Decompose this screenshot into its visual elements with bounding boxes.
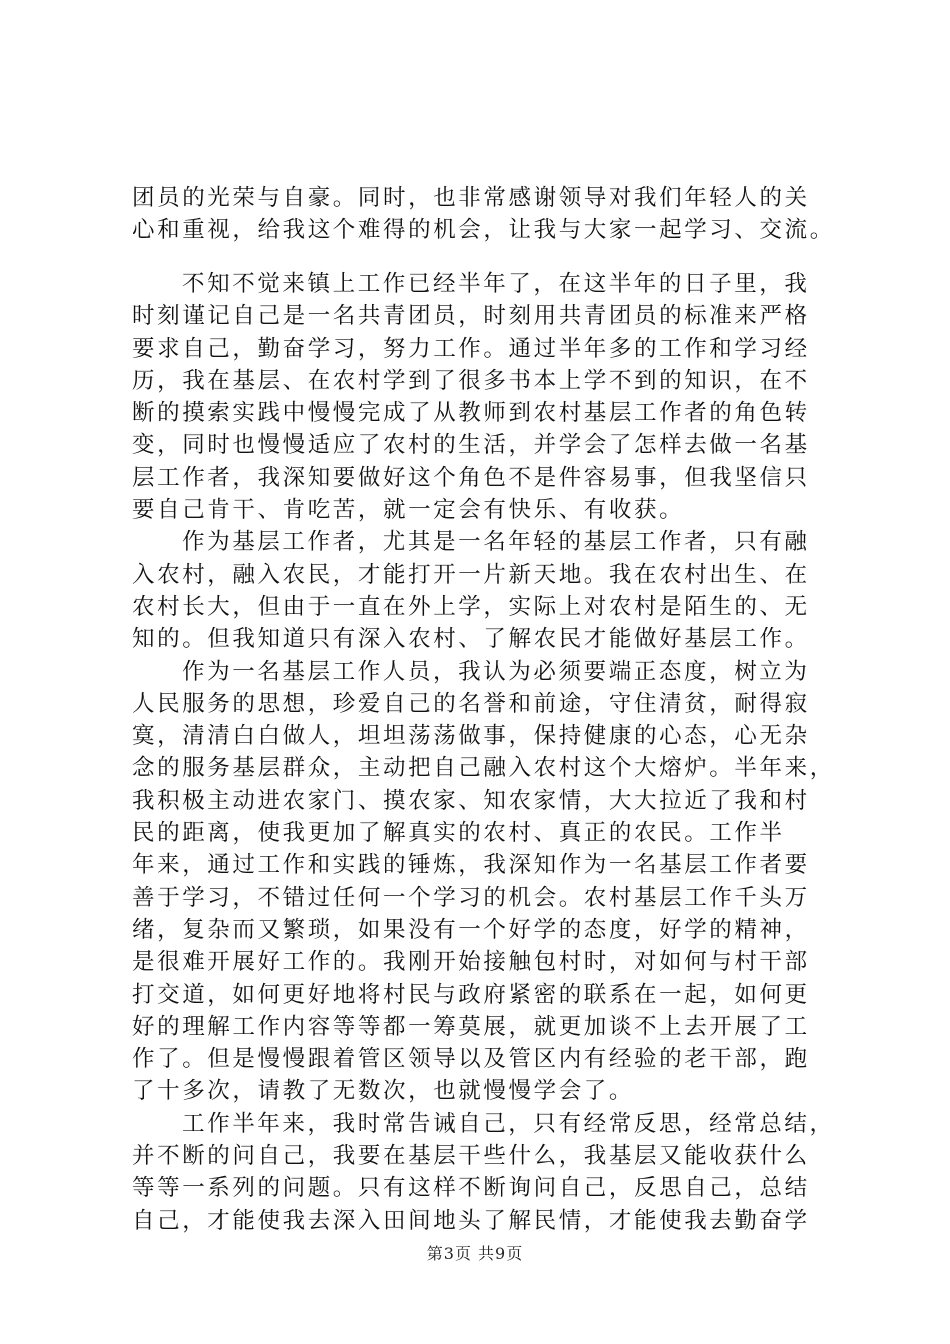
text-line: 作了。但是慢慢跟着管区领导以及管区内有经验的老干部，跑 (132, 1046, 810, 1073)
text-line: 农村长大，但由于一直在外上学，实际上对农村是陌生的、无 (132, 593, 810, 620)
text-line: 好的理解工作内容等等都一筹莫展，就更加谈不上去开展了工 (132, 1013, 810, 1040)
text-line: 历，我在基层、在农村学到了很多书本上学不到的知识，在不 (132, 367, 810, 394)
text-line: 寞，清清白白做人，坦坦荡荡做事，保持健康的心态，心无杂 (132, 723, 810, 750)
text-line: 民的距离，使我更加了解真实的农村、真正的农民。工作半 (132, 820, 785, 847)
text-line: 作为一名基层工作人员，我认为必须要端正态度，树立为 (182, 658, 810, 685)
text-line: 打交道，如何更好地将村民与政府紧密的联系在一起，如何更 (132, 981, 810, 1008)
paragraph-1 (132, 268, 835, 1237)
text-line: 断的摸索实践中慢慢完成了从教师到农村基层工作者的角色转 (132, 400, 810, 427)
text-line: 绪，复杂而又繁琐，如果没有一个好学的态度，好学的精神， (132, 916, 810, 943)
text-line: 入农村，融入农民，才能打开一片新天地。我在农村出生、在 (132, 561, 810, 588)
text-line: 作为基层工作者，尤其是一名年轻的基层工作者，只有融 (182, 529, 810, 556)
text-line: 团员的光荣与自豪。同时，也非常感谢领导对我们年轻人的关 (132, 185, 810, 211)
text-line: 工作半年来，我时常告诫自己，只有经常反思，经常总结， (182, 1110, 835, 1137)
text-line: 年来，通过工作和实践的锤炼，我深知作为一名基层工作者要 (132, 852, 810, 879)
text-line: 要自己肯干、肯吃苦，就一定会有快乐、有收获。 (132, 497, 685, 524)
text-line: 自己，才能使我去深入田间地头了解民情，才能使我去勤奋学 (132, 1207, 810, 1234)
text-line: 善于学习，不错过任何一个学习的机会。农村基层工作千头万 (132, 884, 810, 911)
text-line: 是很难开展好工作的。我刚开始接触包村时，对如何与村干部 (132, 949, 810, 976)
text-line: 不知不觉来镇上工作已经半年了，在这半年的日子里，我 (182, 271, 810, 297)
text-line: 变，同时也慢慢适应了农村的生活，并学会了怎样去做一名基 (132, 432, 810, 459)
intro-continuation (132, 182, 835, 247)
text-line: 等等一系列的问题。只有这样不断询问自己，反思自己，总结 (132, 1175, 810, 1202)
text-line: 层工作者，我深知要做好这个角色不是件容易事，但我坚信只 (132, 464, 810, 491)
page-number-footer: 第3页 共9页 (426, 1244, 524, 1263)
text-line: 要求自己，勤奋学习，努力工作。通过半年多的工作和学习经 (132, 335, 810, 362)
text-line: 了十多次，请教了无数次，也就慢慢学会了。 (132, 1078, 635, 1105)
text-line: 时刻谨记自己是一名共青团员，时刻用共青团员的标准来严格 (132, 303, 810, 330)
text-line: 我积极主动进农家门、摸农家、知农家情，大大拉近了我和村 (132, 787, 810, 814)
text-line: 并不断的问自己，我要在基层干些什么，我基层又能收获什么 (132, 1143, 810, 1170)
text-line: 念的服务基层群众，主动把自己融入农村这个大熔炉。半年来， (132, 755, 835, 782)
text-line: 人民服务的思想，珍爱自己的名誉和前途，守住清贫，耐得寂 (132, 690, 810, 717)
text-line: 知的。但我知道只有深入农村、了解农民才能做好基层工作。 (132, 626, 810, 653)
text-line: 心和重视，给我这个难得的机会，让我与大家一起学习、交流。 (132, 217, 835, 244)
